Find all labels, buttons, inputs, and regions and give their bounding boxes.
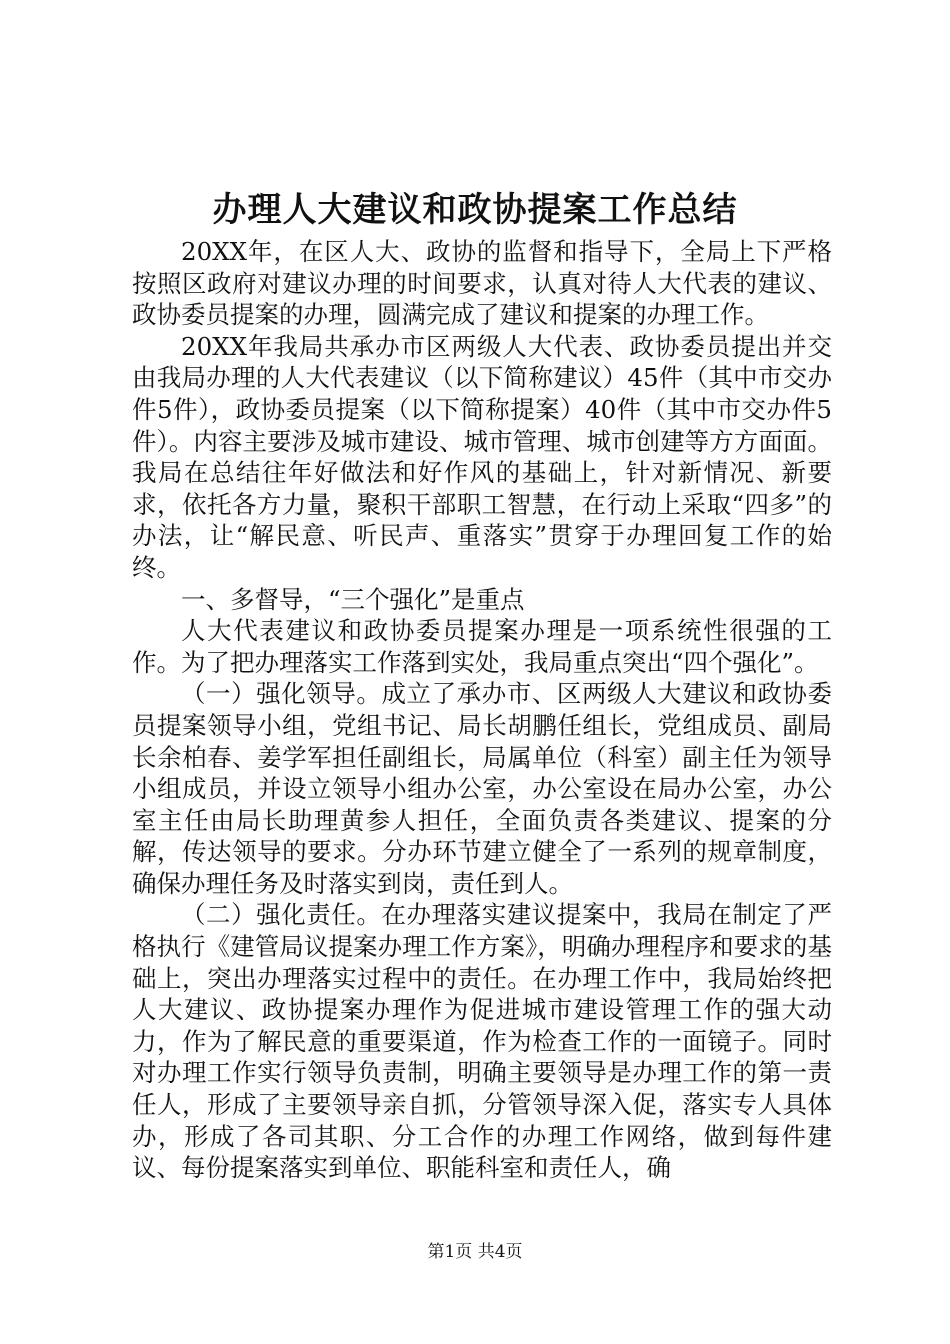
paragraph-intro: 20XX年，在区人大、政协的监督和指导下，全局上下严格按照区政府对建议办理的时间要求，认真对待人大代表的建议、政协委员提案的办理，圆满完成了建议和提案的办理工作。 [132,237,832,330]
document-body [132,236,832,1184]
paragraph-strengthen-leadership: （一）强化领导。成立了承办市、区两级人大建议和政协委员提案领导小组，党组书记、局长胡鹏任组长，党组成员、副局长余柏春、姜学军担任副组长，局属单位（科室）副主任为领导小组成员，并设立领导小组办公室，办公室设在局办公室，办公室主任由局长助理黄参人担任，全面负责各类建议、提案的分解，传达领导的要求。分办环节建立健全了一系列的规章制度，确保办理任务及时落实到岗，责任到人。 [132,679,832,898]
page-number-footer: 第1页 共4页 [427,1242,523,1262]
paragraph-overview: 20XX年我局共承办市区两级人大代表、政协委员提出并交由我局办理的人大代表建议（以下简称建议）45件（其中市交办件5件），政协委员提案（以下简称提案）40件（其中市交办件5件）。内容主要涉及城市建设、城市管理、城市创建等方方面面。我局在总结往年好做法和好作风的基础上，针对新情况、新要求，依托各方力量，聚积干部职工智慧，在行动上采取“四多”的办法，让“解民意、听民声、重落实”贯穿于办理回复工作的始终。 [132,331,832,582]
paragraph-section-1-intro: 人大代表建议和政协委员提案办理是一项系统性很强的工作。为了把办理落实工作落到实处，我局重点突出“四个强化”。 [132,616,832,677]
paragraph-strengthen-responsibility: （二）强化责任。在办理落实建议提案中，我局在制定了严格执行《建管局议提案办理工作方案》，明确办理程序和要求的基础上，突出办理落实过程中的责任。在办理工作中，我局始终把人大建议、政协提案办理作为促进城市建设管理工作的强大动力，作为了解民意的重要渠道，作为检查工作的一面镜子。同时对办理工作实行领导负责制，明确主要领导是办理工作的第一责任人，形成了主要领导亲自抓，分管领导深入促，落实专人具体办，形成了各司其职、分工合作的办理工作网络，做到每件建议、每份提案落实到单位、职能科室和责任人，确 [132,900,832,1183]
document-title: 办理人大建议和政协提案工作总结 [212,190,738,230]
section-heading-1: 一、多督导，“三个强化”是重点 [181,584,525,614]
